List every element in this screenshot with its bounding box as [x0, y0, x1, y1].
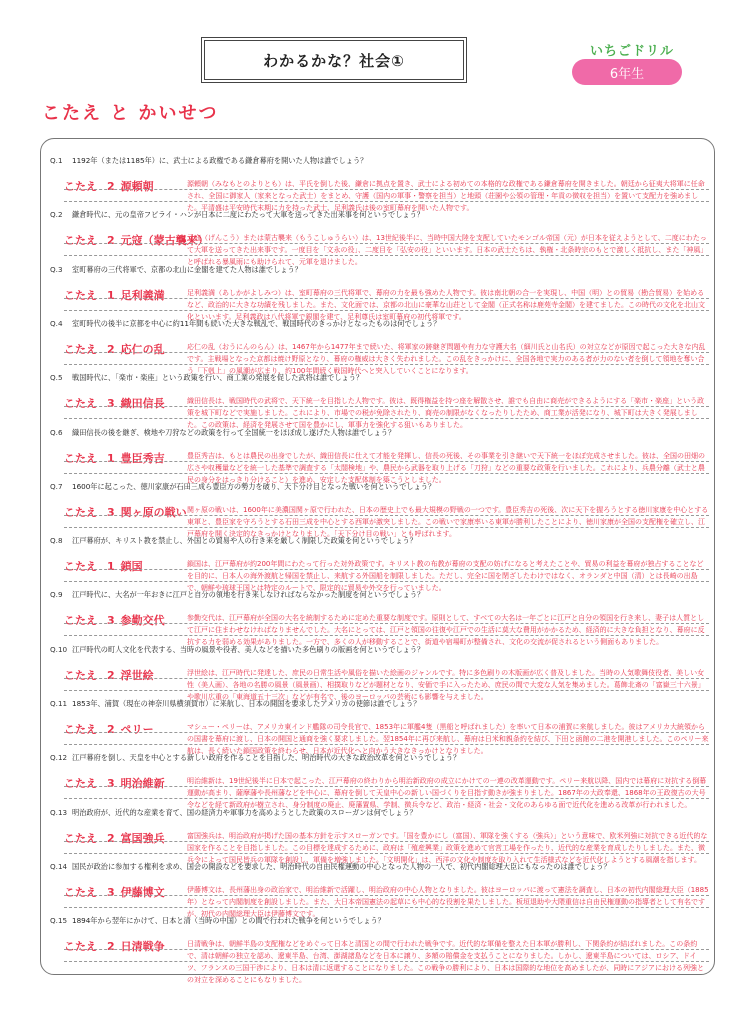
- explanation: 足利義満（あしかがよしみつ）は、室町幕府の三代将軍で、幕府の力を最も強めた人物です。彼は南北朝の合一を実現し、中国（明）との貿易（勘合貿易）を始めるなど、政治的に大きな功績を残しました。また、文化面では、京都の北山に豪華な山荘として金閣（正式名称は鹿苑寺金閣）を建てました。この時代の文化を北山文化といいます。足利義政は八代将軍で銀閣を建て、足利尊氏は室町幕府の初代将軍です。: [187, 288, 705, 321]
- answer-label: こたえ: [64, 505, 97, 519]
- question-item: [50, 862, 709, 916]
- question-text: [50, 808, 709, 818]
- question-text: [50, 699, 709, 709]
- question-item: [50, 536, 709, 593]
- question-body: 江戸幕府が、キリスト教を禁止し、外国との貿易や人の行き来を厳しく制限した政策を何というでしょう？: [72, 536, 417, 546]
- answer-label: こたえ: [64, 451, 97, 465]
- answer-label: こたえ: [64, 614, 97, 628]
- answer-rule: [64, 678, 709, 679]
- answer-number: 3: [107, 885, 115, 899]
- question-body: 江戸幕府を倒し、天皇を中心とする新しい政府を作ることを目指した、明治時代の大きな政治改革を何というでしょう？: [72, 753, 461, 763]
- answer-number: 2: [107, 723, 115, 736]
- question-text: [50, 265, 709, 275]
- answer-text: 鎖国: [120, 560, 143, 574]
- answer-rule: [64, 853, 709, 854]
- answer: [64, 667, 154, 683]
- question-item: [50, 373, 709, 430]
- answer-text: 浮世絵: [120, 668, 154, 682]
- answer-rule: [64, 527, 709, 528]
- answer-number: 1: [107, 560, 115, 574]
- answer-rule: [64, 581, 709, 582]
- answer-label: こたえ: [64, 342, 97, 356]
- question-text: [50, 590, 709, 600]
- question-body: 江戸時代に、大名が一年おきに江戸と自分の領地を行き来しなければならなかった制度を何というでしょう？: [72, 590, 425, 600]
- answer-label: こたえ: [64, 180, 97, 193]
- answer-number: 2: [107, 940, 115, 954]
- answer-rule: [64, 515, 709, 516]
- answer: [64, 178, 154, 194]
- question-item: [50, 916, 709, 985]
- answer-text: 関ヶ原の戦い: [120, 505, 187, 519]
- answer-rule: [64, 798, 709, 799]
- explanation: 日清戦争は、朝鮮半島の支配権などをめぐって日本と清国との間で行われた戦争です。近代的な軍備を整えた日本軍が勝利し、下関条約が結ばれました。この条約で、清は朝鮮の独立を認め、遼東半島、台湾、澎湖諸島などを日本に譲り、多額の賠償金を支払うことになりました。しかし、遼東半島については、ロシア、ドイツ、フランスの三国干渉により、日本は清に返還することになりました。この戦争の勝利により、日本は国際的な地位を高めましたが、同時にアジアにおける列強との対立を深めることにもなりました。: [187, 940, 705, 985]
- question-text: [50, 373, 709, 383]
- answer-rule: [64, 418, 709, 419]
- question-body: 1600年に起こった、徳川家康が石田三成ら豊臣方の勢力を破り、天下分け目となった戦いを何というでしょう？: [72, 481, 436, 491]
- answer-number: 1: [107, 288, 115, 302]
- answer: [64, 830, 165, 846]
- explanation: 織田信長は、戦国時代の武将で、天下統一を目指した人物です。彼は、既得権益を持つ座を解散させ、誰でも自由に商売ができるようにする「楽市・楽座」という政策を城下町などで実施しました。これにより、市場での税が免除されたり、商売の制限がなくなったりしたため、商工業が活発になり、城下町は大きく発展しました。この政策は、経済を発展させて国を豊かにし、軍事力を強化する狙いもありました。: [187, 397, 705, 430]
- answer: [64, 775, 165, 791]
- answer-number: 3: [107, 614, 115, 628]
- answer-label: こたえ: [64, 288, 97, 302]
- answer-rule: [64, 461, 709, 462]
- explanation: 源頼朝（みなもとのよりとも）は、平氏を倒した後、鎌倉に拠点を置き、武士による初めての本格的な政権である鎌倉幕府を開きました。朝廷から征夷大将軍に任命され、全国に御家人（家来となった武士）をまとめ、守護（国内の軍事・警察を担当）と地頭（荘園や公領の管理・年貢の徴収を担当）を置いて支配力を強めました。平清盛は平安時代末期に力を持った武士、足利義氏は後の室町幕府を開いた人物です。: [187, 180, 705, 212]
- question-body: 1853年、浦賀（現在の神奈川県横須賀市）に来航し、日本の開国を要求したアメリカの使節は誰でしょう？: [72, 699, 421, 708]
- question-number: Q.10: [50, 644, 68, 654]
- question-text: [50, 536, 709, 546]
- answer-rule: [64, 364, 709, 365]
- question-text: [50, 210, 709, 220]
- answer-number: 2: [107, 342, 115, 356]
- question-number: Q.15: [50, 916, 68, 926]
- question-body: 江戸時代の町人文化を代表する、当時の風景や役者、美人などを描いた多色刷りの版画を何というでしょう？: [72, 644, 425, 654]
- question-number: Q.14: [50, 861, 68, 871]
- answer: [64, 341, 165, 357]
- explanation: マシュー・ペリーは、アメリカ東インド艦隊の司令長官で、1853年に軍艦4隻（黒船と呼ばれました）を率いて日本の浦賀に来航しました。彼はアメリカ大統領からの国書を幕府に渡し、日本の開国と通商を強く要求しました。翌1854年に再び来航し、幕府は日米和親条約を結び、下田と函館の二港を開港しました。このペリー来航は、長く続いた鎖国政策を終わらせ、日本が近代化へと向かう大きなきっかけとなりました。: [187, 723, 709, 755]
- question-text: [50, 645, 709, 655]
- question-number: Q.7: [50, 481, 63, 491]
- explanation: 応仁の乱（おうにんのらん）は、1467年から1477年まで続いた、将軍家の跡継ぎ問題や有力な守護大名（細川氏と山名氏）の対立などが原因で起こった大きな内乱です。主戦場となった京都は焼け野原となり、幕府の権威は大きく失われました。この乱をきっかけに、全国各地で実力のある者が力のない者を倒して領地を奪い合う「下剋上」の風潮が広まり、約100年間続く戦国時代へと突入していくことになります。: [187, 342, 706, 375]
- answer-label: こたえ: [64, 940, 97, 954]
- question-text: [50, 428, 709, 438]
- answer-label: こたえ: [64, 668, 97, 682]
- answer-label: こたえ: [64, 397, 97, 411]
- answer-number: 2: [107, 831, 115, 845]
- answer-text: 明治維新: [120, 777, 165, 791]
- answer-rule: [64, 841, 709, 842]
- answer: [64, 558, 143, 574]
- answer-text: 織田信長: [120, 397, 165, 411]
- explanation: 伊藤博文は、長州藩出身の政治家で、明治維新で活躍し、明治政府の中心人物となりました。彼はヨーロッパに渡って憲法を調査し、日本の初代内閣総理大臣（1885年）となって内閣制度を創設しました。また、大日本帝国憲法の起草にも中心的な役割を果たしました。板垣退助や大隈重信は自由民権運動の指導者として有名ですが、初代の内閣総理大臣は伊藤博文です。: [187, 885, 709, 918]
- question-text: [50, 156, 709, 166]
- question-item: [50, 808, 709, 862]
- question-item: [50, 699, 709, 753]
- answer-text: 豊臣秀吉: [120, 451, 165, 465]
- question-text: [50, 753, 709, 763]
- answer-rule: [64, 473, 709, 474]
- answer-rule: [64, 744, 709, 745]
- answer-text: 伊藤博文: [120, 885, 165, 899]
- question-body: 戦国時代に、「楽市・楽座」という政策を行い、商工業の発展を促した武将は誰でしょう？: [72, 373, 364, 383]
- answer: [64, 938, 165, 954]
- answer-rule: [64, 949, 709, 950]
- answer-rule: [64, 961, 709, 962]
- answer-rule: [64, 895, 709, 896]
- answer-rule: [64, 635, 709, 636]
- answer-label: こたえ: [64, 885, 97, 899]
- explanation: 関ヶ原の戦いは、1600年に美濃国関ヶ原で行われた、日本の歴史上でも最大規模の野戦の一つです。豊臣秀吉の死後、次に天下を握ろうとする徳川家康を中心とする東軍と、豊臣家を守ろうとする石田三成を中心とする西軍が激突しました。この戦いで家康率いる東軍が勝利したことにより、徳川家康が全国の支配権を確立し、江戸幕府を開く決定的なきっかけとなりました。「天下分け目の戦い」とも呼ばれます。: [187, 505, 709, 538]
- question-item: [50, 645, 709, 699]
- answer-number: 3: [107, 397, 115, 411]
- question-body: 1894年から翌年にかけて、日本と清（当時の中国）との間で行われた戦争を何というでしょう？: [72, 916, 385, 926]
- question-body: 織田信長の後を継ぎ、検地や刀狩などの政策を行って全国統一をほぼ成し遂げた人物は誰でしょう？: [72, 427, 396, 437]
- question-body: 室町幕府の三代将軍で、京都の北山に金閣を建てた人物は誰でしょう？: [72, 264, 302, 274]
- answer-rule: [64, 201, 709, 202]
- answer-rule: [64, 690, 709, 691]
- answer-text: 元寇（蒙古襲来）: [120, 234, 209, 248]
- explanation: 富国強兵は、明治政府が掲げた国の基本方針を示すスローガンです。「国を豊かにし（富国）、軍隊を強くする（強兵）」という意味で、欧米列強に対抗できる近代的な国家を作ることを目指しました。この目標を達成するために、政府は「殖産興業」政策を進めて官営工場を作ったり、近代的な産業を育成したりしました。また、徴兵令によって国民皆兵の軍隊を創設し、軍備を増強しました。「文明開化」は、西洋の文化や制度を取り入れて生活様式などを近代化しようとする風潮を指します。: [187, 831, 708, 864]
- answer-rule: [64, 406, 709, 407]
- answer-label: こたえ: [64, 234, 97, 248]
- brand-logo: いちごドリル: [590, 44, 675, 59]
- answer-number: 2: [107, 668, 115, 682]
- question-item: [50, 482, 709, 536]
- answer-label: こたえ: [64, 560, 97, 574]
- answer-text: 足利義満: [120, 288, 165, 302]
- answer-text: 日清戦争: [120, 940, 165, 954]
- answer-rule: [64, 907, 709, 908]
- worksheet-title: わかるかな？社会①: [204, 40, 464, 80]
- answer-rule: [64, 298, 709, 299]
- answer: [64, 612, 165, 628]
- explanation: 豊臣秀吉は、もとは農民の出身でしたが、織田信長に仕えて才能を発揮し、信長の死後、その事業を引き継いで天下統一をほぼ完成させました。彼は、全国の田畑の広さや収穫量などを統一した基準で調査する「太閤検地」や、農民から武器を取り上げる「刀狩」などの重要な政策を行いました。これにより、兵農分離（武士と農民の身分をはっきり分けること）を進め、安定した支配体制を築こうとしました。: [187, 451, 705, 484]
- question-body: 1192年（または1185年）に、武士による政権である鎌倉幕府を開いた人物は誰でしょう？: [72, 156, 368, 165]
- answer-label: こたえ: [64, 831, 97, 845]
- answer-number: 3: [107, 505, 115, 519]
- question-number: Q.12: [50, 753, 68, 763]
- explanation: 参勤交代は、江戸幕府が全国の大名を統制するために定めた重要な制度です。原則として、すべての大名は一年ごとに江戸と自分の領国を行き来し、妻子は人質として江戸に住まわせなければなりませんでした。大名にとっては、江戸と領国の往復や江戸での生活に莫大な費用がかかるため、経済的に大きな負担となり、幕府に反抗する力を弱める効果がありました。一方で、多くの人が移動することで、街道や宿場町が整備され、文化の交流が促されるという側面もありました。: [187, 614, 705, 647]
- answer-rule: [64, 569, 709, 570]
- explanation: 鎖国は、江戸幕府が約200年間にわたって行った対外政策です。キリスト教の布教が幕府の支配の妨げになると考えたことや、貿易の利益を幕府が独占することなどを目的に、日本人の海外渡航と帰国を禁止し、来航する外国船を制限しました。ただし、完全に国を閉ざしたわけではなく、オランダと中国（清）とは長崎の出島で、朝鮮や琉球王国とは特定のルートで、限定的に貿易や外交を行っていました。: [187, 560, 704, 593]
- answer-label: こたえ: [64, 723, 97, 736]
- answer: [64, 721, 154, 737]
- question-item: [50, 590, 709, 647]
- question-item: [50, 265, 709, 319]
- question-number: Q.8: [50, 536, 63, 546]
- question-body: 明治政府が、近代的な産業を育て、国の経済力や軍事力を高めようとした政策のスローガンは何でしょう？: [72, 807, 417, 817]
- question-number: Q.3: [50, 264, 63, 274]
- question-item: [50, 156, 709, 210]
- answer: [64, 395, 165, 411]
- question-text: [50, 862, 709, 872]
- question-text: [50, 319, 709, 329]
- question-text: [50, 916, 709, 926]
- answer-text: 源頼朝: [120, 180, 154, 193]
- answer-number: 1: [107, 451, 115, 465]
- question-item: [50, 428, 709, 482]
- question-number: Q.13: [50, 807, 68, 817]
- question-body: 鎌倉時代に、元の皇帝フビライ・ハンが日本に二度にわたって大軍を送ってきた出来事を何というでしょう？: [72, 210, 424, 220]
- answers-heading: こたえ と かいせつ: [42, 103, 219, 124]
- explanation: 明治維新は、19世紀後半に日本で起こった、江戸幕府の終わりから明治新政府の成立にかけての一連の改革運動です。ペリー来航以降、国内では幕府に対抗する倒幕運動が高まり、薩摩藩や長州藩などを中心に、幕府を倒して天皇中心の新しい国づくりを目指す動きが強まりました。1867年の大政奉還、1868年の王政復古の大号令などを経て新政府が樹立され、身分制度の廃止、廃藩置県、学制、徴兵令など、政治・経済・社会・文化のあらゆる面で近代化を進める改革が行われました。: [187, 777, 707, 810]
- question-text: [50, 482, 709, 492]
- answer-rule: [64, 255, 709, 256]
- answer-rule: [64, 732, 709, 733]
- answer-number: 2: [107, 180, 115, 193]
- answer-rule: [64, 243, 709, 244]
- question-item: [50, 319, 709, 373]
- answer-text: 富国強兵: [120, 831, 165, 845]
- question-item: [50, 753, 709, 810]
- answer: [64, 504, 187, 520]
- question-body: 国民が政治に参加する権利を求め、国会の開設などを要求した、明治時代の自由民権運動の中心となった人物の一人で、初代内閣総理大臣にもなったのは誰でしょう？: [72, 861, 611, 871]
- answer-rule: [64, 786, 709, 787]
- grade-badge: 6年生: [572, 59, 682, 85]
- question-number: Q.4: [50, 318, 63, 328]
- answer-rule: [64, 310, 709, 311]
- explanation: 元寇（げんこう）または蒙古襲来（もうこしゅうらい）は、13世紀後半に、当時中国大陸を支配していたモンゴル帝国（元）が日本を従えようとして、二度にわたって大軍を送ってきた出来事です。一度目を「文永の役」、二度目を「弘安の役」といいます。日本の武士たちは、執権・北条時宗のもとで激しく抵抗し、また「神風」と呼ばれる暴風雨にも助けられて、元軍を退けました。: [187, 234, 708, 267]
- answer-number: 2: [107, 234, 115, 248]
- answer-rule: [64, 623, 709, 624]
- question-number: Q.1: [50, 156, 63, 165]
- question-number: Q.2: [50, 210, 63, 220]
- question-number: Q.11: [50, 699, 68, 708]
- answer: [64, 450, 165, 466]
- answer: [64, 884, 165, 900]
- question-item: [50, 210, 709, 267]
- question-number: Q.6: [50, 427, 63, 437]
- answer-label: こたえ: [64, 777, 97, 791]
- answer-rule: [64, 189, 709, 190]
- answer-text: 応仁の乱: [120, 342, 165, 356]
- answer: [64, 287, 165, 303]
- explanation: 浮世絵は、江戸時代に発達した、庶民の日常生活や風俗を描いた絵画のジャンルです。特に多色刷りの木版画が広く普及しました。当時の人気歌舞伎役者、美しい女性（美人画）、各地の名勝の風景（風景画）、相撲取りなどが題材となり、安価で手に入ったため、庶民の間で大変な人気を集めました。葛飾北斎の「富嶽三十六景」や歌川広重の「東海道五十三次」などが有名で、後のヨーロッパの芸術にも影響を与えました。: [187, 668, 705, 701]
- answer-rule: [64, 352, 709, 353]
- answer-number: 3: [107, 777, 115, 791]
- question-number: Q.9: [50, 590, 63, 600]
- answer-text: 参勤交代: [120, 614, 165, 628]
- question-body: 室町時代の後半に京都を中心に約11年間も続いた大きな戦乱で、戦国時代のきっかけとなったものは何でしょう？: [72, 318, 441, 328]
- answer-text: ペリー: [120, 723, 154, 736]
- question-number: Q.5: [50, 373, 63, 383]
